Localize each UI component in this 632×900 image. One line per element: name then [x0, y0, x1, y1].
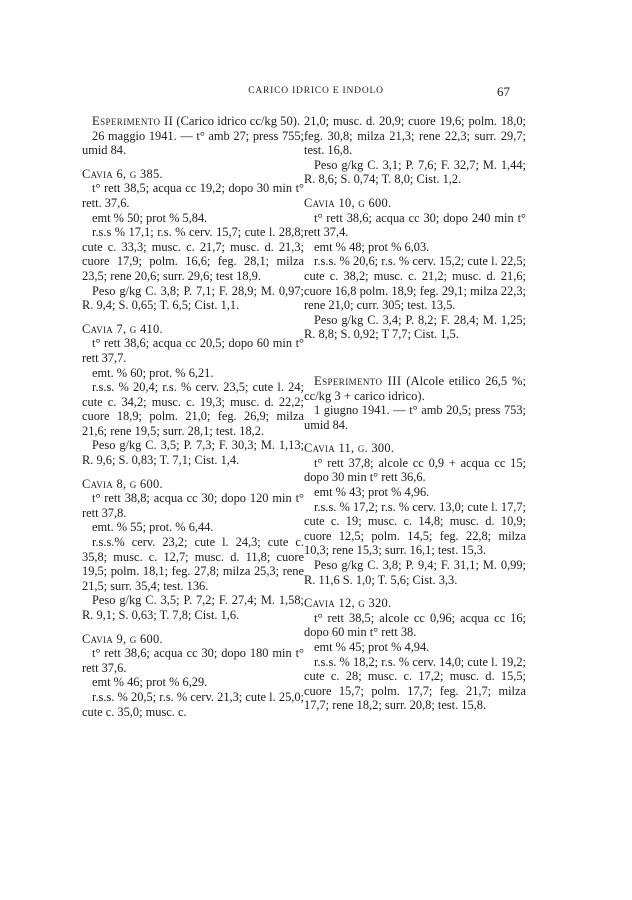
experiment-heading	[82, 114, 304, 129]
measurement-paragraph: t° rett 38,6; acqua cc 20,5; dopo 60 min t° rett 37,7.	[82, 336, 304, 365]
experiment-title: Esperimento III	[314, 373, 402, 388]
measurement-paragraph: emt % 46; prot % 6,29.	[92, 675, 208, 690]
running-head: CARICO IDRICO E INDOLO	[248, 86, 384, 96]
measurement-paragraph: r.s.s. % 20,6; r.s. % cerv. 15,2; cute l. 22,5; cute c. 38,2; musc. c. 21,2; musc. d. 21,6; cuore 16,8 polm. 18,9; feg. 29,1; milza 22,3; rene 21,0; curr. 305; test. 13,5.	[304, 254, 526, 313]
measurement-paragraph: t° rett 38,5; acqua cc 19,2; dopo 30 min t° rett. 37,6.	[82, 181, 304, 210]
specimen-block	[304, 441, 526, 587]
measurement-paragraph: t° rett 38,5; alcole cc 0,96; acqua cc 16; dopo 60 min t° rett 38.	[304, 610, 526, 640]
measurement-paragraph: emt. % 55; prot. % 6,44.	[92, 520, 214, 535]
specimen-block	[304, 596, 526, 713]
measurement-paragraph: t° rett 37,8; alcole cc 0,9 + acqua cc 15; dopo 30 min t° rett 36,6.	[304, 455, 526, 485]
specimen-heading: Cavia 10, g 600.	[304, 195, 392, 210]
measurement-paragraph: r.s.s.% cerv. 23,2; cute l. 24,3; cute c. 35,8; musc. c. 12,7; musc. d. 11,8; cuore 19,5; polm. 18,1; feg. 27,8; milza 25,3; rene 21,5; surr. 35,4; test. 136.	[82, 535, 304, 593]
experiment-title: Esperimento II	[92, 114, 174, 128]
measurement-paragraph: 1 giugno 1941. — t° amb 20,5; press 753; umid 84.	[304, 403, 526, 432]
measurement-paragraph: emt % 48; prot % 6,03.	[314, 239, 430, 254]
continued-paragraph: 21,0; musc. d. 20,9; cuore 19,6; polm. 18,0; feg. 30,8; milza 21,3; rene 22,3; surr. 29,7; test. 16,8.	[304, 114, 526, 158]
specimen-heading: Cavia 8, g 600.	[82, 476, 163, 491]
specimen-block	[82, 477, 304, 623]
measurement-paragraph: t° rett 38,8; acqua cc 30; dopo 120 min t° rett 37,8.	[82, 491, 304, 520]
measurement-paragraph: r.s.s. % 17,2; r.s. % cerv. 13,0; cute l. 17,7; cute c. 19; musc. c. 14,8; musc. d. 10,9; cuore 12,5; polm. 14,5; feg. 22,8; milza 10,3; rene 15,3; surr. 16,1; test. 15,3.	[304, 499, 526, 558]
measurement-paragraph: t° rett 38,6; acqua cc 30; dopo 240 min t° rett 37,4.	[304, 210, 526, 240]
experiment-description: (Alcole etilico 26,5 %; cc/kg 3 + carico idrico).	[304, 373, 527, 403]
left-column	[82, 114, 304, 728]
right-column	[304, 114, 526, 722]
measurement-paragraph: emt. % 60; prot. % 6,21.	[92, 365, 214, 380]
specimen-block	[304, 196, 526, 342]
measurement-paragraph: Peso g/kg C. 3,8; P. 9,4; F. 31,1; M. 0,99; R. 11,6 S. 1,0; T. 5,6; Cist. 3,3.	[304, 558, 526, 587]
specimen-heading: Cavia 11, g. 300.	[304, 441, 395, 456]
experiment-description: (Carico idrico cc/kg 50).	[173, 114, 301, 128]
measurement-paragraph: Peso g/kg C. 3,8; P. 7,1; F. 28,9; M. 0,97; R. 9,4; S. 0,65; T. 6,5; Cist. 1,1.	[82, 283, 304, 313]
measurement-paragraph: Peso g/kg C. 3,4; P. 8,2; F. 28,4; M. 1,25; R. 8,8; S. 0,92; T 7,7; Cist. 1,5.	[304, 312, 526, 342]
measurement-paragraph: r.s.s % 17,1; r.s. % cerv. 15,7; cute l. 28,8; cute c. 33,3; musc. c. 21,7; musc. d. 21,3; cuore 17,9; polm. 16,6; feg. 28,1; milza 23,5; rene 20,6; surr. 29,6; test 18,9.	[82, 225, 304, 283]
specimen-block	[82, 632, 304, 720]
measurement-paragraph: emt % 43; prot % 4,96.	[314, 485, 430, 500]
measurement-paragraph: r.s.s. % 20,5; r.s. % cerv. 21,3; cute l. 25,0; cute c. 35,0; musc. c.	[82, 689, 304, 719]
specimen-heading: Cavia 6, g 385.	[82, 166, 163, 181]
experiment-block	[82, 114, 304, 158]
specimen-heading: Cavia 9, g 600.	[82, 631, 163, 646]
page-number: 67	[497, 84, 510, 99]
measurement-paragraph: Peso g/kg C. 3,5; P. 7,2; F. 27,4; M. 1,58; R. 9,1; S. 0,63; T. 7,8; Cist. 1,6.	[82, 593, 304, 622]
specimen-heading: Cavia 7, g 410.	[82, 321, 163, 336]
measurement-paragraph: Peso g/kg C. 3,1; P. 7,6; F. 32,7; M. 1,44; R. 8,6; S. 0,74; T. 8,0; Cist. 1,2.	[304, 157, 526, 187]
specimen-heading: Cavia 12, g 320.	[304, 596, 392, 611]
specimen-block	[82, 322, 304, 468]
experiment-block	[304, 374, 526, 432]
measurement-paragraph: r.s.s. % 20,4; r.s. % cerv. 23,5; cute l. 24; cute c. 34,2; musc. c. 19,3; musc. d. 22,2; cuore 18,9; polm. 21,0; feg. 26,9; milza 21,6; rene 19,5; surr. 28,1; test. 18,2.	[82, 380, 304, 438]
measurement-paragraph: 26 maggio 1941. — t° amb 27; press 755; umid 84.	[82, 128, 304, 158]
experiment-heading	[304, 374, 526, 403]
measurement-paragraph: r.s.s. % 18,2; r.s. % cerv. 14,0; cute l. 19,2; cute c. 28; musc. c. 17,2; musc. d. 15,5; cuore 15,7; polm. 17,7; feg. 21,7; milza 17,7; rene 18,2; surr. 20,8; test. 15,8.	[304, 654, 526, 713]
specimen-block	[82, 167, 304, 313]
measurement-paragraph: Peso g/kg C. 3,5; P. 7,3; F. 30,3; M. 1,13; R. 9,6; S. 0,83; T. 7,1; Cist. 1,4.	[82, 438, 304, 468]
measurement-paragraph: emt % 50; prot % 5,84.	[92, 210, 208, 225]
specimen-block	[304, 114, 526, 187]
measurement-paragraph: emt % 45; prot % 4,94.	[314, 640, 430, 654]
measurement-paragraph: t° rett 38,6; acqua cc 30; dopo 180 min t° rett 37,6.	[82, 646, 304, 675]
